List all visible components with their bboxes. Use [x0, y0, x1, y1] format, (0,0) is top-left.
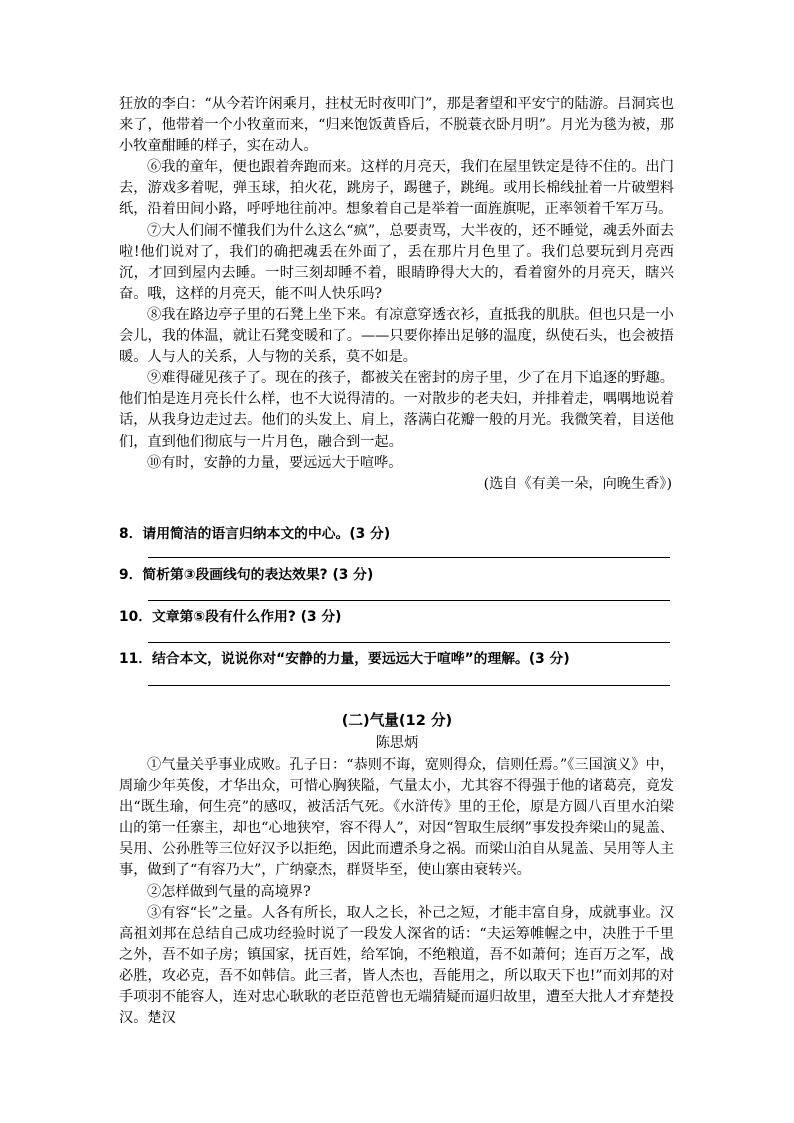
answer-line-10[interactable] — [148, 642, 670, 643]
question-9: 9．简析第③段画线句的表达效果? (3 分) — [119, 567, 374, 583]
essay-paragraph-2: ②怎样做到气量的高境界? — [147, 883, 311, 900]
passage-paragraph-10: ⑩有时，安静的力量，要远远大于喧哗。 — [147, 454, 403, 471]
passage-two — [119, 755, 674, 1029]
essay-paragraph-1: ①气量关乎事业成败。孔子日：“恭则不诲，宽则得众，信则任焉。”《三国演义》中，周瑜少年英俊，才华出众，可惜心胸狭隘，气量太小，尤其容不得强于他的诸葛亮，竟发出“既生瑜，何生亮”的感叹，被活活气死。《水浒传》里的王伦，原是方圆八百里水泊梁山的第一任寨主，却也“心地狭窄，容不得人”，对因“智取生辰纲”事发投奔梁山的晁盖、吴用、公孙胜等三位好汉予以拒绝，因此而遭杀身之祸。而梁山泊自从晁盖、吴用等人主事，做到了“有容乃大”，广纳豪杰，群贤毕至，使山寨由衰转兴。 — [119, 757, 674, 879]
passage-paragraph-continued: 狂放的李白：“从今若许闲乘月，拄杖无时夜叩门”，那是奢望和平安宁的陆游。吕洞宾也来了，他带着一个小牧童而来，“归来饱饭黄昏后，不脱蓑衣卧月明”。月光为毯为被，那小牧童酣睡的样子，实在动人。 — [119, 96, 674, 155]
passage-paragraph-7: ⑦大人们闹不懂我们为什么这么“疯”，总要责骂，大半夜的，还不睡觉，魂丢外面去啦!他们说对了，我们的确把魂丢在外面了，丢在那片月色里了。我们总要玩到月亮西沉，才回到屋内去睡。一时三刻却睡不着，眼睛睁得大大的，看着窗外的月亮天，瞎兴奋。哦，这样的月亮天，能不叫人快乐吗? — [119, 222, 674, 302]
question-8: 8．请用简洁的语言归纳本文的中心。(3 分) — [119, 526, 391, 542]
passage-paragraph-6: ⑥我的童年，便也跟着奔跑而来。这样的月亮天，我们在屋里铁定是待不住的。出门去，游戏多着呢，弹玉球，拍火花，跳房子，踢毽子，跳绳。或用长棉线扯着一片破塑料纸，沿着田间小路，呼呼地往前冲。想象着自己是举着一面旌旗呢，正率领着千军万马。 — [119, 159, 674, 218]
passage-paragraph-9: ⑨难得碰见孩子了。现在的孩子，都被关在密封的房子里，少了在月下追逐的野趣。他们怕是连月亮长什么样，也不大说得清的。一对散步的老夫妇，并排着走，喁喁地说着话，从我身边走过去。他们的头发上、肩上，落满白花瓣一般的月光。我微笑着，目送他们，直到他们彻底与一片月色，融合到一起。 — [119, 370, 674, 450]
passage-paragraph-8: ⑧我在路边亭子里的石凳上坐下来。有凉意穿透衣衫，直抵我的肌肤。但也只是一小会儿，我的体温，就让石凳变暖和了。——只要你捧出足够的温度，纵使石头，也会被捂暖。人与人的关系，人与物的关系，莫不如是。 — [119, 306, 674, 366]
passage-one — [119, 94, 674, 495]
question-10: 10．文章第⑤段有什么作用? (3 分) — [119, 609, 342, 625]
section-author: 陈思炳 — [375, 735, 419, 751]
answer-line-11[interactable] — [148, 685, 670, 686]
passage-source: (选自《有美一朵，向晚生香》) — [483, 475, 672, 492]
question-11: 11．结合本文，说说你对“安静的力量，要远远大于喧哗”的理解。(3 分) — [119, 651, 570, 667]
essay-paragraph-3: ③有容“长”之量。人各有所长，取人之长，补己之短，才能丰富自身，成就事业。汉高祖刘邦在总结自己成功经验时说了一段发人深省的话：“夫运筹帷幄之中，决胜于千里之外，吾不如子房；镇国家，抚百姓，给军饷，不绝粮道，吾不如萧何；连百万之军，战必胜，攻必克，吾不如韩信。此三者，皆人杰也，吾能用之，所以取天下也!”而刘邦的对手项羽不能容人，连对忠心耿耿的老臣范曾也无端猜疑而逼归故里，遭至大批人才弃楚投汉。楚汉 — [119, 904, 674, 1027]
section-title: (二)气量(12 分) — [341, 712, 453, 729]
answer-line-8[interactable] — [148, 557, 670, 558]
answer-line-9[interactable] — [148, 600, 670, 601]
